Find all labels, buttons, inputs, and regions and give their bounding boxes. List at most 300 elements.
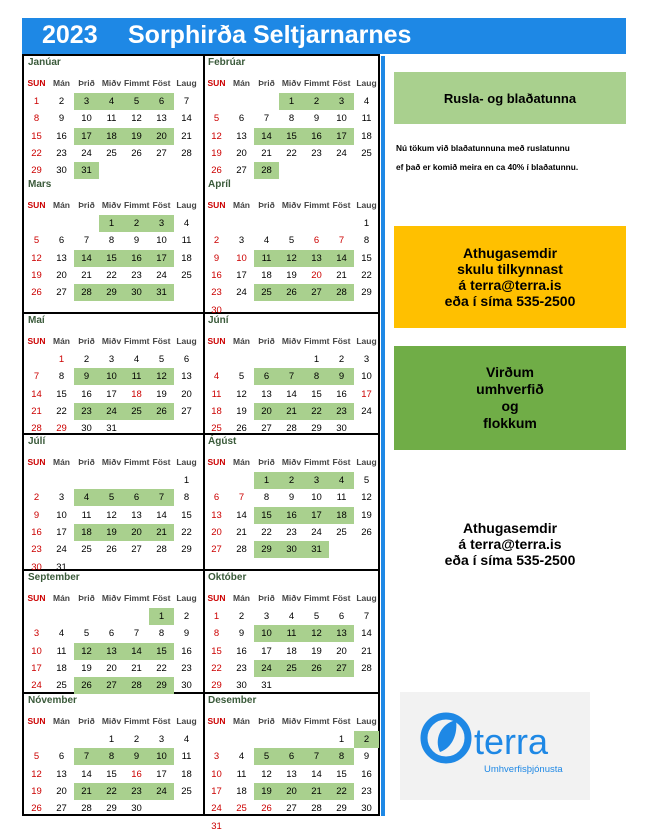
day-cell: 4 <box>74 489 99 506</box>
legend-box <box>394 72 626 124</box>
day-cell: 28 <box>286 423 297 435</box>
year-title: 2023 <box>42 21 98 49</box>
day-cell: 16 <box>279 507 304 524</box>
day-cell: 20 <box>311 269 322 281</box>
day-cell: 7 <box>279 368 304 385</box>
day-cell: 16 <box>236 645 247 657</box>
day-cell: 2 <box>133 734 140 745</box>
day-cell: 9 <box>329 368 354 385</box>
day-cell: 19 <box>361 509 372 521</box>
day-cell: 22 <box>361 269 372 281</box>
day-cell: 29 <box>99 284 124 301</box>
day-cell: 6 <box>58 235 65 247</box>
contact-line-1: Athugasemdir <box>462 520 558 536</box>
day-cell: 10 <box>254 625 279 642</box>
day-cell: 29 <box>361 287 372 299</box>
green-line-1: Virðum <box>486 364 534 380</box>
day-cell: 26 <box>31 803 42 815</box>
day-cell: 15 <box>149 643 174 660</box>
day-cell: 2 <box>238 611 245 622</box>
orange-line-3: á terra@terra.is <box>458 277 562 293</box>
weekday-header: Laug <box>176 593 197 603</box>
day-cell: 20 <box>124 524 149 541</box>
day-cell: 23 <box>329 403 354 420</box>
day-cell: 26 <box>279 284 304 301</box>
day-cell: 7 <box>238 492 245 504</box>
day-cell: 16 <box>131 768 142 780</box>
day-cell: 28 <box>81 803 92 815</box>
orange-line-1: Athugasemdir <box>462 245 558 261</box>
month-name: Desember <box>208 695 257 706</box>
day-cell: 19 <box>311 645 322 657</box>
day-cell: 13 <box>261 388 272 400</box>
day-cell: 9 <box>133 235 140 247</box>
weekday-header: Fimmt <box>304 716 330 726</box>
day-cell: 19 <box>124 128 149 145</box>
day-cell: 16 <box>181 645 192 657</box>
day-cell: 6 <box>149 93 174 110</box>
day-cell: 14 <box>156 509 167 521</box>
day-cell: 4 <box>363 96 370 107</box>
day-cell: 14 <box>311 768 322 780</box>
day-cell: 12 <box>361 492 372 504</box>
day-cell: 23 <box>286 526 297 538</box>
day-cell: 30 <box>131 803 142 815</box>
day-cell: 30 <box>181 680 192 692</box>
day-cell: 22 <box>304 403 329 420</box>
day-cell: 17 <box>261 645 272 657</box>
day-cell: 12 <box>304 625 329 642</box>
weekday-header: Fimmt <box>304 593 330 603</box>
day-cell: 7 <box>74 748 99 765</box>
day-cell: 4 <box>238 751 245 763</box>
day-cell: 7 <box>363 611 370 622</box>
day-cell: 1 <box>183 475 190 486</box>
orange-line-2: skulu tilkynnast <box>457 261 563 277</box>
day-cell: 23 <box>311 147 322 159</box>
day-cell: 27 <box>329 660 354 677</box>
day-cell: 17 <box>74 128 99 145</box>
day-cell: 31 <box>261 680 272 692</box>
weekday-header: Fimmt <box>124 593 150 603</box>
day-cell: 31 <box>149 284 174 301</box>
day-cell: 9 <box>183 628 190 640</box>
weekday-header: Föst <box>332 336 351 346</box>
day-cell: 8 <box>329 748 354 765</box>
day-cell: 16 <box>361 768 372 780</box>
day-cell: 6 <box>238 113 245 125</box>
weekday-header: Miðv <box>281 78 302 88</box>
weekday-header: Mán <box>53 593 70 603</box>
day-cell: 13 <box>99 643 124 660</box>
day-cell: 21 <box>236 526 247 538</box>
day-cell: 31 <box>211 820 222 832</box>
calendar-grid <box>22 54 380 832</box>
weekday-header: Miðv <box>281 336 302 346</box>
day-cell: 25 <box>254 284 279 301</box>
day-cell: 30 <box>81 423 92 435</box>
day-cell: 24 <box>254 660 279 677</box>
comments-box-orange <box>394 226 626 328</box>
day-cell: 8 <box>213 628 220 640</box>
day-cell: 21 <box>279 403 304 420</box>
day-cell: 15 <box>361 252 372 264</box>
month-name: Mars <box>28 179 52 190</box>
day-cell: 2 <box>213 235 220 247</box>
day-cell: 11 <box>81 509 92 521</box>
day-cell: 17 <box>106 388 117 400</box>
day-cell: 26 <box>31 287 42 299</box>
day-cell: 24 <box>99 403 124 420</box>
day-cell: 25 <box>211 423 222 435</box>
day-cell: 4 <box>58 628 65 640</box>
day-cell: 2 <box>354 731 379 748</box>
day-cell: 30 <box>56 165 67 177</box>
weekday-header: Þrið <box>258 78 275 88</box>
day-cell: 7 <box>304 748 329 765</box>
day-cell: 6 <box>124 489 149 506</box>
day-cell: 14 <box>124 643 149 660</box>
day-cell: 1 <box>213 611 220 622</box>
day-cell: 19 <box>81 662 92 674</box>
weekday-header: Þrið <box>78 78 95 88</box>
day-cell: 5 <box>238 371 245 383</box>
day-cell: 20 <box>106 662 117 674</box>
day-cell: 15 <box>31 130 42 142</box>
weekday-header: Föst <box>152 457 171 467</box>
day-cell: 15 <box>99 250 124 267</box>
day-cell: 27 <box>261 423 272 435</box>
day-cell: 5 <box>83 628 90 640</box>
day-cell: 11 <box>181 235 192 247</box>
day-cell: 15 <box>211 645 222 657</box>
day-cell: 28 <box>124 677 149 694</box>
orange-line-4: eða í síma 535-2500 <box>444 293 576 309</box>
weekday-header: Mán <box>233 593 250 603</box>
day-cell: 23 <box>236 662 247 674</box>
weekday-header: Föst <box>152 78 171 88</box>
weekday-header: Mán <box>53 457 70 467</box>
day-cell: 19 <box>31 269 42 281</box>
weekday-header: Föst <box>152 200 171 210</box>
day-cell: 12 <box>279 250 304 267</box>
day-cell: 8 <box>99 748 124 765</box>
day-cell: 4 <box>183 218 190 229</box>
weekday-header: SUN <box>27 78 46 88</box>
weekday-header: Miðv <box>101 457 122 467</box>
day-cell: 13 <box>131 509 142 521</box>
day-cell: 12 <box>106 509 117 521</box>
weekday-header: SUN <box>207 336 226 346</box>
day-cell: 30 <box>31 561 42 573</box>
day-cell: 13 <box>181 371 192 383</box>
weekday-header: Mán <box>53 200 70 210</box>
day-cell: 30 <box>336 423 347 435</box>
day-cell: 27 <box>131 544 142 556</box>
day-cell: 18 <box>329 507 354 524</box>
day-cell: 26 <box>74 677 99 694</box>
day-cell: 18 <box>131 388 142 400</box>
day-cell: 15 <box>336 768 347 780</box>
weekday-header: Föst <box>152 716 171 726</box>
weekday-header: Laug <box>176 716 197 726</box>
weekday-header: Mán <box>53 716 70 726</box>
day-cell: 18 <box>236 785 247 797</box>
day-cell: 19 <box>236 405 247 417</box>
page-title: Sorphirða Seltjarnarnes <box>128 21 412 49</box>
weekday-header: Fimmt <box>124 200 150 210</box>
weekday-header: Miðv <box>281 457 302 467</box>
day-cell: 10 <box>236 252 247 264</box>
weekday-header: Mán <box>233 200 250 210</box>
day-cell: 10 <box>81 113 92 125</box>
day-cell: 17 <box>31 662 42 674</box>
day-cell: 11 <box>124 368 149 385</box>
day-cell: 21 <box>304 783 329 800</box>
day-cell: 20 <box>181 388 192 400</box>
weekday-header: Þrið <box>78 716 95 726</box>
day-cell: 9 <box>213 252 220 264</box>
weekday-header: Miðv <box>101 593 122 603</box>
weekday-header: Mán <box>53 336 70 346</box>
day-cell: 5 <box>254 748 279 765</box>
day-cell: 17 <box>329 128 354 145</box>
day-cell: 27 <box>99 677 124 694</box>
day-cell: 2 <box>33 492 40 504</box>
day-cell: 13 <box>286 768 297 780</box>
day-cell: 26 <box>304 660 329 677</box>
day-cell: 20 <box>336 645 347 657</box>
day-cell: 15 <box>254 507 279 524</box>
day-cell: 8 <box>288 113 295 125</box>
green-line-3: og <box>501 398 519 414</box>
day-cell: 18 <box>181 768 192 780</box>
day-cell: 10 <box>56 509 67 521</box>
page-header <box>22 18 626 54</box>
day-cell: 26 <box>106 544 117 556</box>
day-cell: 29 <box>149 677 174 694</box>
month-name: Ágúst <box>208 436 237 447</box>
day-cell: 2 <box>304 93 329 110</box>
day-cell: 27 <box>236 165 247 177</box>
day-cell: 1 <box>108 734 115 745</box>
contact-box <box>394 515 626 573</box>
day-cell: 10 <box>156 235 167 247</box>
day-cell: 8 <box>33 113 40 125</box>
month-name: Apríl <box>208 179 231 190</box>
day-cell: 12 <box>211 130 222 142</box>
weekday-header: SUN <box>207 200 226 210</box>
day-cell: 31 <box>56 561 67 573</box>
weekday-header: Þrið <box>258 457 275 467</box>
day-cell: 2 <box>124 215 149 232</box>
weekday-header: Miðv <box>281 200 302 210</box>
weekday-header: Mán <box>233 336 250 346</box>
weekday-header: Mán <box>233 716 250 726</box>
day-cell: 10 <box>149 748 174 765</box>
day-cell: 8 <box>58 371 65 383</box>
weekday-header: Mán <box>233 457 250 467</box>
day-cell: 14 <box>31 388 42 400</box>
day-cell: 28 <box>329 284 354 301</box>
day-cell: 5 <box>213 113 220 125</box>
day-cell: 14 <box>286 388 297 400</box>
day-cell: 22 <box>261 526 272 538</box>
month-name: Október <box>208 572 247 583</box>
weekday-header: Miðv <box>281 593 302 603</box>
day-cell: 2 <box>58 96 65 107</box>
day-cell: 11 <box>56 645 67 657</box>
day-cell: 3 <box>74 93 99 110</box>
terra-logo <box>400 692 590 800</box>
day-cell: 12 <box>31 252 42 264</box>
day-cell: 3 <box>58 492 65 504</box>
grid-divider <box>24 312 378 314</box>
day-cell: 15 <box>56 388 67 400</box>
day-cell: 11 <box>181 751 192 763</box>
weekday-header: Föst <box>332 593 351 603</box>
day-cell: 29 <box>336 803 347 815</box>
day-cell: 27 <box>286 803 297 815</box>
day-cell: 12 <box>236 388 247 400</box>
day-cell: 14 <box>181 113 192 125</box>
day-cell: 28 <box>311 803 322 815</box>
day-cell: 11 <box>279 625 304 642</box>
weekday-header: SUN <box>207 716 226 726</box>
weekday-header: SUN <box>27 200 46 210</box>
month-name: Júní <box>208 315 229 326</box>
weekday-header: Miðv <box>101 78 122 88</box>
day-cell: 7 <box>149 489 174 506</box>
day-cell: 25 <box>279 660 304 677</box>
day-cell: 29 <box>31 165 42 177</box>
weekday-header: SUN <box>27 716 46 726</box>
day-cell: 19 <box>254 783 279 800</box>
weekday-header: Laug <box>356 457 377 467</box>
weekday-header: Laug <box>356 336 377 346</box>
terra-logo-icon <box>400 692 590 800</box>
day-cell: 18 <box>181 252 192 264</box>
day-cell: 22 <box>211 662 222 674</box>
weekday-header: Föst <box>332 200 351 210</box>
day-cell: 6 <box>254 368 279 385</box>
day-cell: 22 <box>156 662 167 674</box>
weekday-header: SUN <box>27 336 46 346</box>
day-cell: 27 <box>304 284 329 301</box>
day-cell: 11 <box>336 492 347 504</box>
day-cell: 17 <box>304 507 329 524</box>
day-cell: 7 <box>263 113 270 125</box>
day-cell: 26 <box>261 803 272 815</box>
day-cell: 4 <box>99 93 124 110</box>
day-cell: 23 <box>56 147 67 159</box>
weekday-header: Föst <box>152 593 171 603</box>
day-cell: 2 <box>83 354 90 365</box>
day-cell: 13 <box>304 250 329 267</box>
day-cell: 13 <box>56 768 67 780</box>
month-name: Nóvember <box>28 695 77 706</box>
weekday-header: Fimmt <box>124 336 150 346</box>
day-cell: 9 <box>238 628 245 640</box>
day-cell: 1 <box>58 354 65 365</box>
day-cell: 18 <box>211 405 222 417</box>
day-cell: 19 <box>156 388 167 400</box>
day-cell: 26 <box>131 147 142 159</box>
day-cell: 6 <box>58 751 65 763</box>
day-cell: 20 <box>254 403 279 420</box>
day-cell: 25 <box>236 803 247 815</box>
day-cell: 2 <box>338 354 345 365</box>
day-cell: 28 <box>361 662 372 674</box>
weekday-header: Mán <box>53 78 70 88</box>
day-cell: 30 <box>279 541 304 558</box>
day-cell: 26 <box>211 165 222 177</box>
day-cell: 14 <box>254 128 279 145</box>
day-cell: 28 <box>156 544 167 556</box>
day-cell: 24 <box>311 526 322 538</box>
day-cell: 13 <box>329 625 354 642</box>
day-cell: 18 <box>261 269 272 281</box>
day-cell: 16 <box>124 250 149 267</box>
day-cell: 22 <box>106 269 117 281</box>
day-cell: 10 <box>31 645 42 657</box>
day-cell: 6 <box>338 611 345 622</box>
day-cell: 5 <box>313 611 320 622</box>
day-cell: 9 <box>58 113 65 125</box>
weekday-header: Þrið <box>258 336 275 346</box>
slogan-box-green <box>394 346 626 450</box>
day-cell: 25 <box>181 785 192 797</box>
day-cell: 29 <box>311 423 322 435</box>
day-cell: 12 <box>74 643 99 660</box>
weekday-header: Fimmt <box>304 200 330 210</box>
day-cell: 6 <box>183 354 190 365</box>
month-name: Janúar <box>28 57 61 68</box>
weekday-header: Miðv <box>101 200 122 210</box>
day-cell: 12 <box>149 368 174 385</box>
day-cell: 26 <box>236 423 247 435</box>
month-name: Júlí <box>28 436 46 447</box>
day-cell: 1 <box>338 734 345 745</box>
weekday-header: Þrið <box>258 593 275 603</box>
day-cell: 1 <box>313 354 320 365</box>
day-cell: 3 <box>329 93 354 110</box>
day-cell: 24 <box>31 680 42 692</box>
day-cell: 7 <box>133 628 140 640</box>
day-cell: 4 <box>133 354 140 365</box>
day-cell: 1 <box>363 218 370 229</box>
weekday-header: Fimmt <box>304 457 330 467</box>
day-cell: 9 <box>363 751 370 763</box>
day-cell: 3 <box>108 354 115 365</box>
day-cell: 30 <box>211 304 222 316</box>
green-line-2: umhverfið <box>476 381 544 397</box>
day-cell: 7 <box>83 235 90 247</box>
day-cell: 13 <box>211 509 222 521</box>
weekday-header: SUN <box>207 457 226 467</box>
day-cell: 22 <box>56 405 67 417</box>
day-cell: 12 <box>31 768 42 780</box>
day-cell: 3 <box>213 751 220 763</box>
day-cell: 25 <box>106 147 117 159</box>
day-cell: 27 <box>56 287 67 299</box>
legend-label: Rusla- og blaðatunna <box>443 90 577 106</box>
day-cell: 24 <box>149 783 174 800</box>
day-cell: 2 <box>279 472 304 489</box>
day-cell: 14 <box>329 250 354 267</box>
weekday-header: Laug <box>356 78 377 88</box>
day-cell: 27 <box>56 803 67 815</box>
